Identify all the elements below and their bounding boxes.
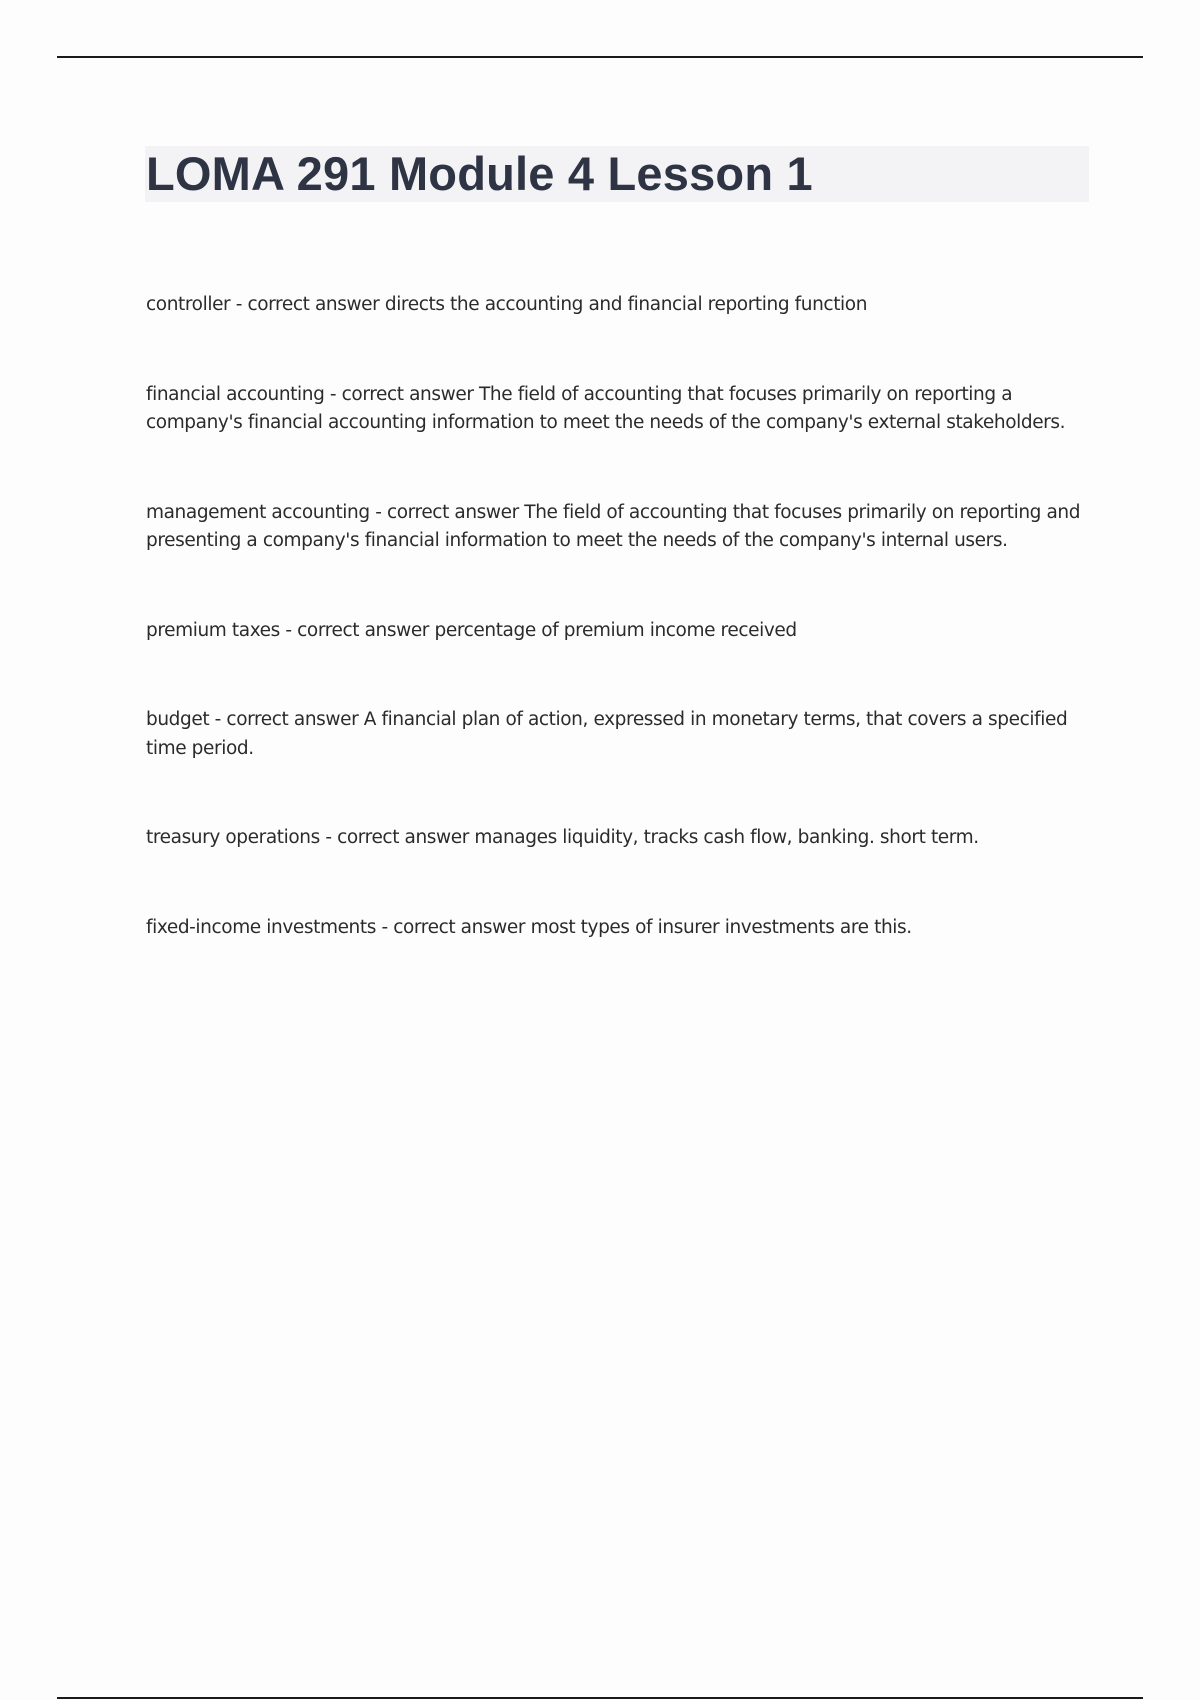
flashcard-entry: fixed-income investments - correct answer most types of insurer investments are this. <box>146 916 912 938</box>
flashcard-entry: premium taxes - correct answer percentage of premium income received <box>146 619 797 641</box>
flashcard-entry: management accounting - correct answer The field of accounting that focuses primarily on reporting and presenting a company's financial information to meet the needs of the company's internal users. <box>146 501 1081 551</box>
top-divider <box>57 56 1143 58</box>
flashcard-entry: treasury operations - correct answer manages liquidity, tracks cash flow, banking. short term. <box>146 827 979 848</box>
flashcard-entry: budget - correct answer A financial plan of action, expressed in monetary terms, that covers a specified time period. <box>146 709 1068 759</box>
flashcard-entry: financial accounting - correct answer The field of accounting that focuses primarily on reporting a company's financial accounting information to meet the needs of the company's external stakeholders. <box>146 383 1066 433</box>
bottom-divider <box>57 1697 1143 1699</box>
flashcard-entry: controller - correct answer directs the accounting and financial reporting function <box>146 294 868 315</box>
flashcard-list <box>146 291 1096 1003</box>
document-title: LOMA 291 Module 4 Lesson 1 <box>146 147 813 200</box>
